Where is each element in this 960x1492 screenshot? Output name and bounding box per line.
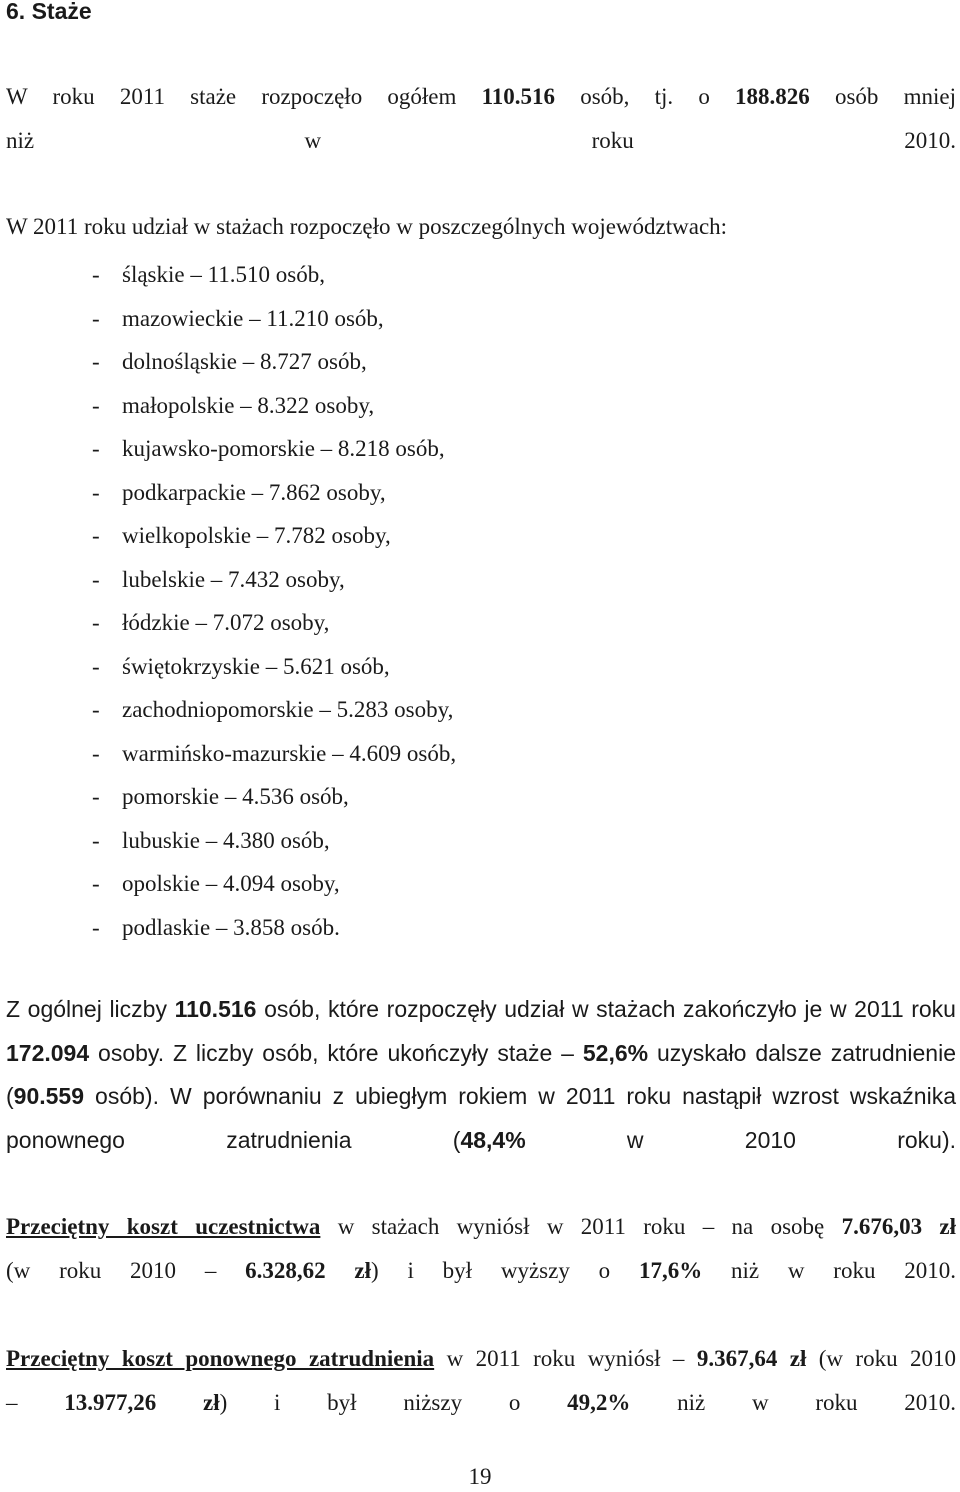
reemployment-line-1 xyxy=(6,1337,956,1381)
reemployment-2010-value: 13.977,26 zł xyxy=(64,1389,220,1415)
previous-rate: 48,4% xyxy=(460,1126,526,1153)
region-entry: kujawsko-pomorskie – 8.218 osób, xyxy=(122,436,445,461)
total-participants: 110.516 xyxy=(481,84,556,109)
region-entry: opolskie – 4.094 osoby, xyxy=(122,871,340,896)
cost-change-value: 17,6% xyxy=(638,1257,703,1283)
region-entry: łódzkie – 7.072 osoby, xyxy=(122,610,330,635)
reemployment-line-2 xyxy=(6,1381,956,1425)
region-entry: mazowieckie – 11.210 osób, xyxy=(122,305,384,331)
list-bullet-dash: - xyxy=(92,827,100,853)
region-entry: małopolskie – 8.322 osoby, xyxy=(122,392,375,418)
intro-paragraph xyxy=(6,75,956,162)
reemployment-text: niż w roku 2010. xyxy=(630,1389,956,1415)
list-bullet-dash: - xyxy=(92,740,100,766)
region-entry: pomorskie – 4.536 osób, xyxy=(122,784,349,809)
cost-paragraph xyxy=(6,1205,956,1292)
completion-text: osoby. Z liczby osób, które ukończyły staże – xyxy=(89,1039,583,1066)
list-bullet-dash: - xyxy=(92,610,100,635)
region-entry: śląskie – 11.510 osób, xyxy=(122,262,325,287)
list-bullet-dash: - xyxy=(92,523,100,548)
cost-text: ) i był wyższy o xyxy=(371,1257,639,1283)
intro-text-2: osób, tj. o xyxy=(555,84,736,109)
cost-text: niż w roku 2010. xyxy=(702,1257,956,1283)
cost-text: (w roku 2010 – xyxy=(6,1257,246,1283)
cost-2010-value: 6.328,62 zł xyxy=(245,1257,372,1283)
region-entry: podkarpackie – 7.862 osoby, xyxy=(122,479,386,505)
completion-text: w 2010 roku). xyxy=(525,1126,956,1153)
region-entry: warmińsko-mazurskie – 4.609 osób, xyxy=(122,740,457,766)
employed-count: 90.559 xyxy=(13,1083,85,1109)
reemployment-text: w 2011 roku wyniósł – xyxy=(434,1346,697,1371)
intro-line-1 xyxy=(6,75,956,119)
region-entry: lubuskie – 4.380 osób, xyxy=(122,827,330,853)
list-bullet-dash: - xyxy=(92,697,100,722)
completion-text: ponownego zatrudnienia ( xyxy=(6,1126,461,1153)
region-entry: zachodniopomorskie – 5.283 osoby, xyxy=(122,697,454,722)
reemployment-text: – xyxy=(6,1389,65,1415)
reemployment-text: (w roku 2010 xyxy=(806,1346,956,1371)
intro-line-2: niż w roku 2010. xyxy=(6,127,956,153)
region-entry: świętokrzyskie – 5.621 osób, xyxy=(122,653,390,679)
completion-text: osób, które rozpoczęły udział w stażach zakończyło je w 2011 roku xyxy=(256,996,956,1022)
completed-count: 172.094 xyxy=(6,1039,90,1066)
cost-label: Przeciętny koszt uczestnictwa xyxy=(6,1214,321,1239)
completion-line-3 xyxy=(6,1075,956,1119)
list-bullet-dash: - xyxy=(92,566,100,592)
completion-paragraph xyxy=(6,988,956,1162)
list-bullet-dash: - xyxy=(92,436,100,461)
reemployment-paragraph xyxy=(6,1337,956,1424)
cost-text: w stażach wyniósł w 2011 roku – na osobę xyxy=(320,1214,842,1239)
list-bullet-dash: - xyxy=(92,479,100,505)
list-bullet-dash: - xyxy=(92,784,100,809)
completion-text: uzyskało dalsze zatrudnienie xyxy=(648,1039,957,1066)
decrease-count: 188.826 xyxy=(735,84,810,109)
completion-text: ( xyxy=(6,1083,14,1109)
region-entry: wielkopolskie – 7.782 osoby, xyxy=(122,523,391,548)
intro-text-3: osób mniej xyxy=(809,84,956,109)
section-heading: 6. Staże xyxy=(6,0,92,24)
list-bullet-dash: - xyxy=(92,305,100,331)
intro-text-1: W roku 2011 staże rozpoczęło ogółem xyxy=(6,84,482,109)
cost-line-1 xyxy=(6,1205,956,1249)
completion-text: Z ogólnej liczby xyxy=(6,996,175,1022)
employment-rate: 52,6% xyxy=(582,1039,649,1066)
list-bullet-dash: - xyxy=(92,914,100,940)
cost-line-2 xyxy=(6,1249,956,1293)
completion-line-2 xyxy=(6,1032,956,1076)
reemployment-label: Przeciętny koszt ponownego zatrudnienia xyxy=(6,1346,435,1371)
region-entry: lubelskie – 7.432 osoby, xyxy=(122,566,345,592)
completion-line-4 xyxy=(6,1119,956,1163)
reemployment-text: ) i był niższy o xyxy=(219,1389,568,1415)
list-bullet-dash: - xyxy=(92,349,100,374)
page-number: 19 xyxy=(468,1464,492,1489)
reemployment-2011-value: 9.367,64 zł xyxy=(696,1346,807,1371)
list-bullet-dash: - xyxy=(92,653,100,679)
reemployment-change-value: 49,2% xyxy=(567,1389,631,1415)
regions-intro: W 2011 roku udział w stażach rozpoczęło w poszczególnych województwach: xyxy=(6,214,728,239)
total-participants-value: 110.516 xyxy=(174,996,257,1022)
region-entry: dolnośląskie – 8.727 osób, xyxy=(122,349,367,374)
list-bullet-dash: - xyxy=(92,262,100,287)
list-bullet-dash: - xyxy=(92,392,100,418)
region-entry: podlaskie – 3.858 osób. xyxy=(122,914,340,940)
completion-line-1 xyxy=(6,988,956,1032)
list-bullet-dash: - xyxy=(92,871,100,896)
completion-text: osób). W porównaniu z ubiegłym rokiem w 2011 roku nastąpił wzrost wskaźnika xyxy=(84,1083,956,1109)
cost-2011-value: 7.676,03 zł xyxy=(841,1214,956,1239)
